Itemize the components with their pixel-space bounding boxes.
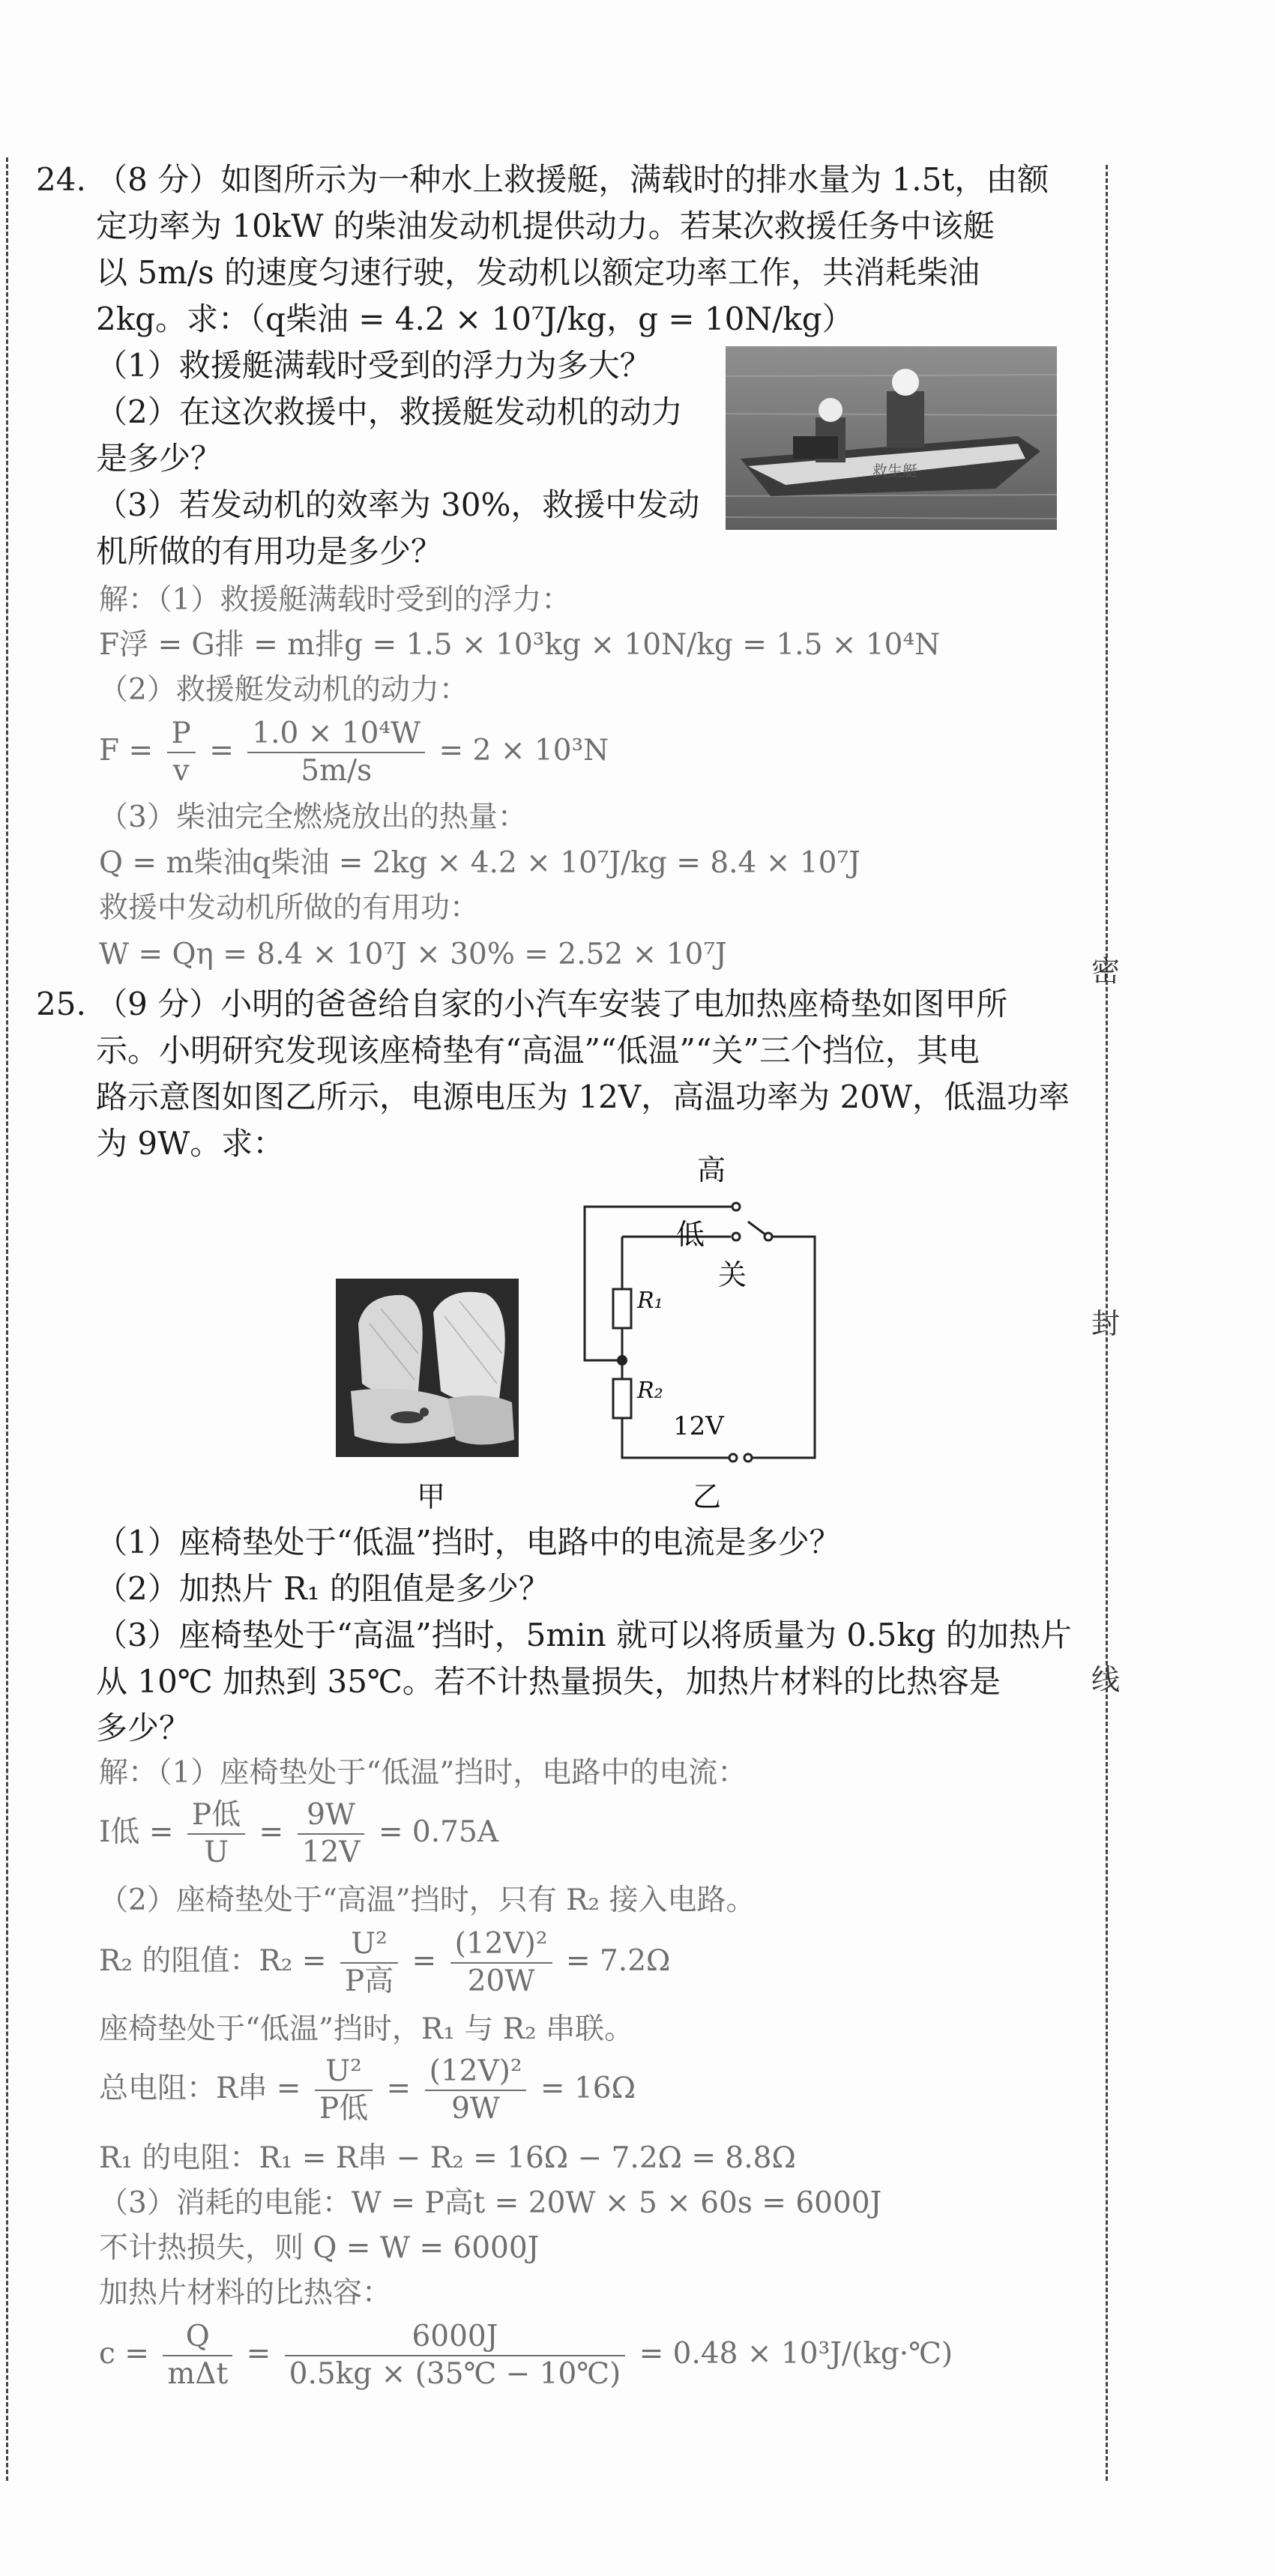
q24-ans-s2: F浮 = G排 = m排g = 1.5 × 10³kg × 10N/kg = 1.5 × 10⁴N — [99, 628, 941, 662]
margin-char-xian: 线 — [1091, 1663, 1121, 1696]
q24-ans-s8: W = Qη = 8.4 × 10⁷J × 30% = 2.52 × 10⁷J — [99, 938, 727, 971]
circuit-label-r2: R₂ — [637, 1378, 663, 1404]
q24-ans-s4: F = $\frac{P}{v}$ = $\frac{\text{1.0 × 10⁴W}}{5m/s}$ = 2 × 10³N — [99, 717, 609, 788]
q24-line1: 24. （8 分）如图所示为一种水上救援艇，满载时的排水量为 1.5t，由额 — [36, 161, 1049, 198]
q25-ans-s10: 加热片材料的比热容： — [99, 2276, 392, 2310]
q25-line2: 示。小明研究发现该座椅垫有“高温”“低温”“关”三个挡位，其电 — [96, 1032, 980, 1069]
q25-part3a: （3）座椅垫处于“高温”挡时，5min 就可以将质量为 0.5kg 的加热片 — [96, 1617, 1072, 1653]
q24-part2b: 是多少？ — [96, 440, 223, 477]
fraction-q-over-mdt: $\frac{Q}{\text{mΔt}}$ — [163, 2319, 232, 2392]
circuit-label-high: 高 — [697, 1153, 726, 1186]
circuit-label-r1: R₁ — [637, 1288, 663, 1314]
q25-part2: （2）加热片 R₁ 的阻值是多少？ — [96, 1570, 550, 1607]
fraction-u2-over-phigh: $\frac{\text{U²}}{\text{P高}}$ — [340, 1926, 398, 2000]
q24-part3b: 机所做的有用功是多少？ — [96, 533, 443, 570]
fraction-12v2-over-9w: $\frac{\text{(12V)²}}{9W}$ — [425, 2054, 527, 2127]
fraction-9w-over-12v: $\frac{9W}{12V}$ — [298, 1797, 365, 1871]
q25-ans-s3: （2）座椅垫处于“高温”挡时，只有 R₂ 接入电路。 — [99, 1883, 756, 1917]
q25-ans-s8: （3）消耗的电能：W = P高t = 20W × 5 × 60s = 6000J — [99, 2186, 882, 2220]
q25-line3: 路示意图如图乙所示，电源电压为 12V，高温功率为 20W，低温功率 — [96, 1079, 1070, 1115]
margin-char-mi: 密 — [1091, 955, 1121, 988]
q24-line4: 2kg。求：（q柴油 = 4.2 × 10⁷J/kg，g = 10N/kg） — [96, 301, 854, 337]
q25-ans-s6: 总电阻：R串 = $\frac{\text{U²}}{\text{P低}}$ = $\frac{\text{(12V)²}}{9W}$ = 16Ω — [99, 2054, 636, 2126]
fraction-6000j-over-mass-temp: $\frac{6000J}{0.5kg \times (35℃ - 10℃)}$ — [285, 2319, 626, 2392]
q25-part3c: 多少？ — [96, 1710, 191, 1746]
q24-line2: 定功率为 10kW 的柴油发动机提供动力。若某次救援任务中该艇 — [96, 208, 995, 244]
q24-part1: （1）救援艇满载时受到的浮力为多大？ — [96, 347, 651, 384]
fraction-u2-over-plow: $\frac{\text{U²}}{\text{P低}}$ — [315, 2054, 373, 2127]
figure-a-label: 甲 — [417, 1480, 446, 1513]
rescue-boat-photo — [726, 346, 1057, 530]
q24-ans-s6: Q = m柴油q柴油 = 2kg × 4.2 × 10⁷J/kg = 8.4 × 10⁷J — [99, 846, 860, 880]
boat-label: 救生艇 — [872, 462, 917, 480]
fraction-p-over-v: $\frac{P}{v}$ — [167, 716, 196, 789]
q25-ans-s9: 不计热损失，则 Q = W = 6000J — [99, 2231, 540, 2265]
left-dashed-line — [6, 157, 8, 2481]
q25-ans-s1: 解：（1）座椅垫处于“低温”挡时，电路中的电流： — [99, 1756, 747, 1790]
fraction-plow-over-u: $\frac{\text{P低}}{U}$ — [187, 1797, 245, 1871]
circuit-label-off: 关 — [718, 1258, 747, 1291]
fraction-values: $\frac{\text{1.0 × 10⁴W}}{5m/s}$ — [247, 716, 425, 789]
q24-part3a: （3）若发动机的效率为 30%，救援中发动 — [96, 486, 700, 523]
q24-ans-s7: 救援中发动机所做的有用功： — [99, 891, 480, 925]
q25-ans-s5: 座椅垫处于“低温”挡时，R₁ 与 R₂ 串联。 — [99, 2012, 634, 2046]
q25-ans-s4: R₂ 的阻值：R₂ = $\frac{\text{U²}}{\text{P高}}$ = $\frac{\text{(12V)²}}{20W}$ = 7.2Ω — [99, 1927, 671, 1998]
circuit-label-voltage: 12V — [673, 1411, 724, 1441]
q25-line1: 25. （9 分）小明的爸爸给自家的小汽车安装了电加热座椅垫如图甲所 — [36, 986, 1008, 1022]
q24-part2a: （2）在这次救援中，救援艇发动机的动力 — [96, 393, 683, 430]
q24-ans-s1: 解：（1）救援艇满载时受到的浮力： — [99, 583, 571, 617]
q25-line4: 为 9W。求： — [96, 1125, 285, 1162]
q25-ans-s7: R₁ 的电阻：R₁ = R串 − R₂ = 16Ω − 7.2Ω = 8.8Ω — [99, 2141, 796, 2175]
seat-cushion-photo — [336, 1279, 519, 1457]
q24-ans-s3: （2）救援艇发动机的动力： — [99, 673, 468, 707]
q25-part3b: 从 10℃ 加热到 35℃。若不计热量损失，加热片材料的比热容是 — [96, 1663, 1001, 1700]
q25-part1: （1）座椅垫处于“低温”挡时，电路中的电流是多少？ — [96, 1524, 841, 1560]
q25-ans-s11: c = $\frac{Q}{\text{mΔt}}$ = $\frac{6000J}{0.5kg \times (35℃ - 10℃)}$ = 0.48 × 10³J/(kg·℃) — [99, 2320, 953, 2391]
circuit-label-low: 低 — [676, 1218, 705, 1251]
figure-b-label: 乙 — [693, 1480, 722, 1513]
q24-ans-s5: （3）柴油完全燃烧放出的热量： — [99, 800, 527, 834]
fraction-12v2-over-20w: $\frac{\text{(12V)²}}{20W}$ — [450, 1926, 552, 2000]
q24-line3: 以 5m/s 的速度匀速行驶，发动机以额定功率工作，共消耗柴油 — [96, 254, 980, 291]
margin-char-feng: 封 — [1091, 1307, 1121, 1340]
q25-ans-s2: I低 = $\frac{\text{P低}}{U}$ = $\frac{9W}{12V}$ = 0.75A — [99, 1798, 498, 1869]
